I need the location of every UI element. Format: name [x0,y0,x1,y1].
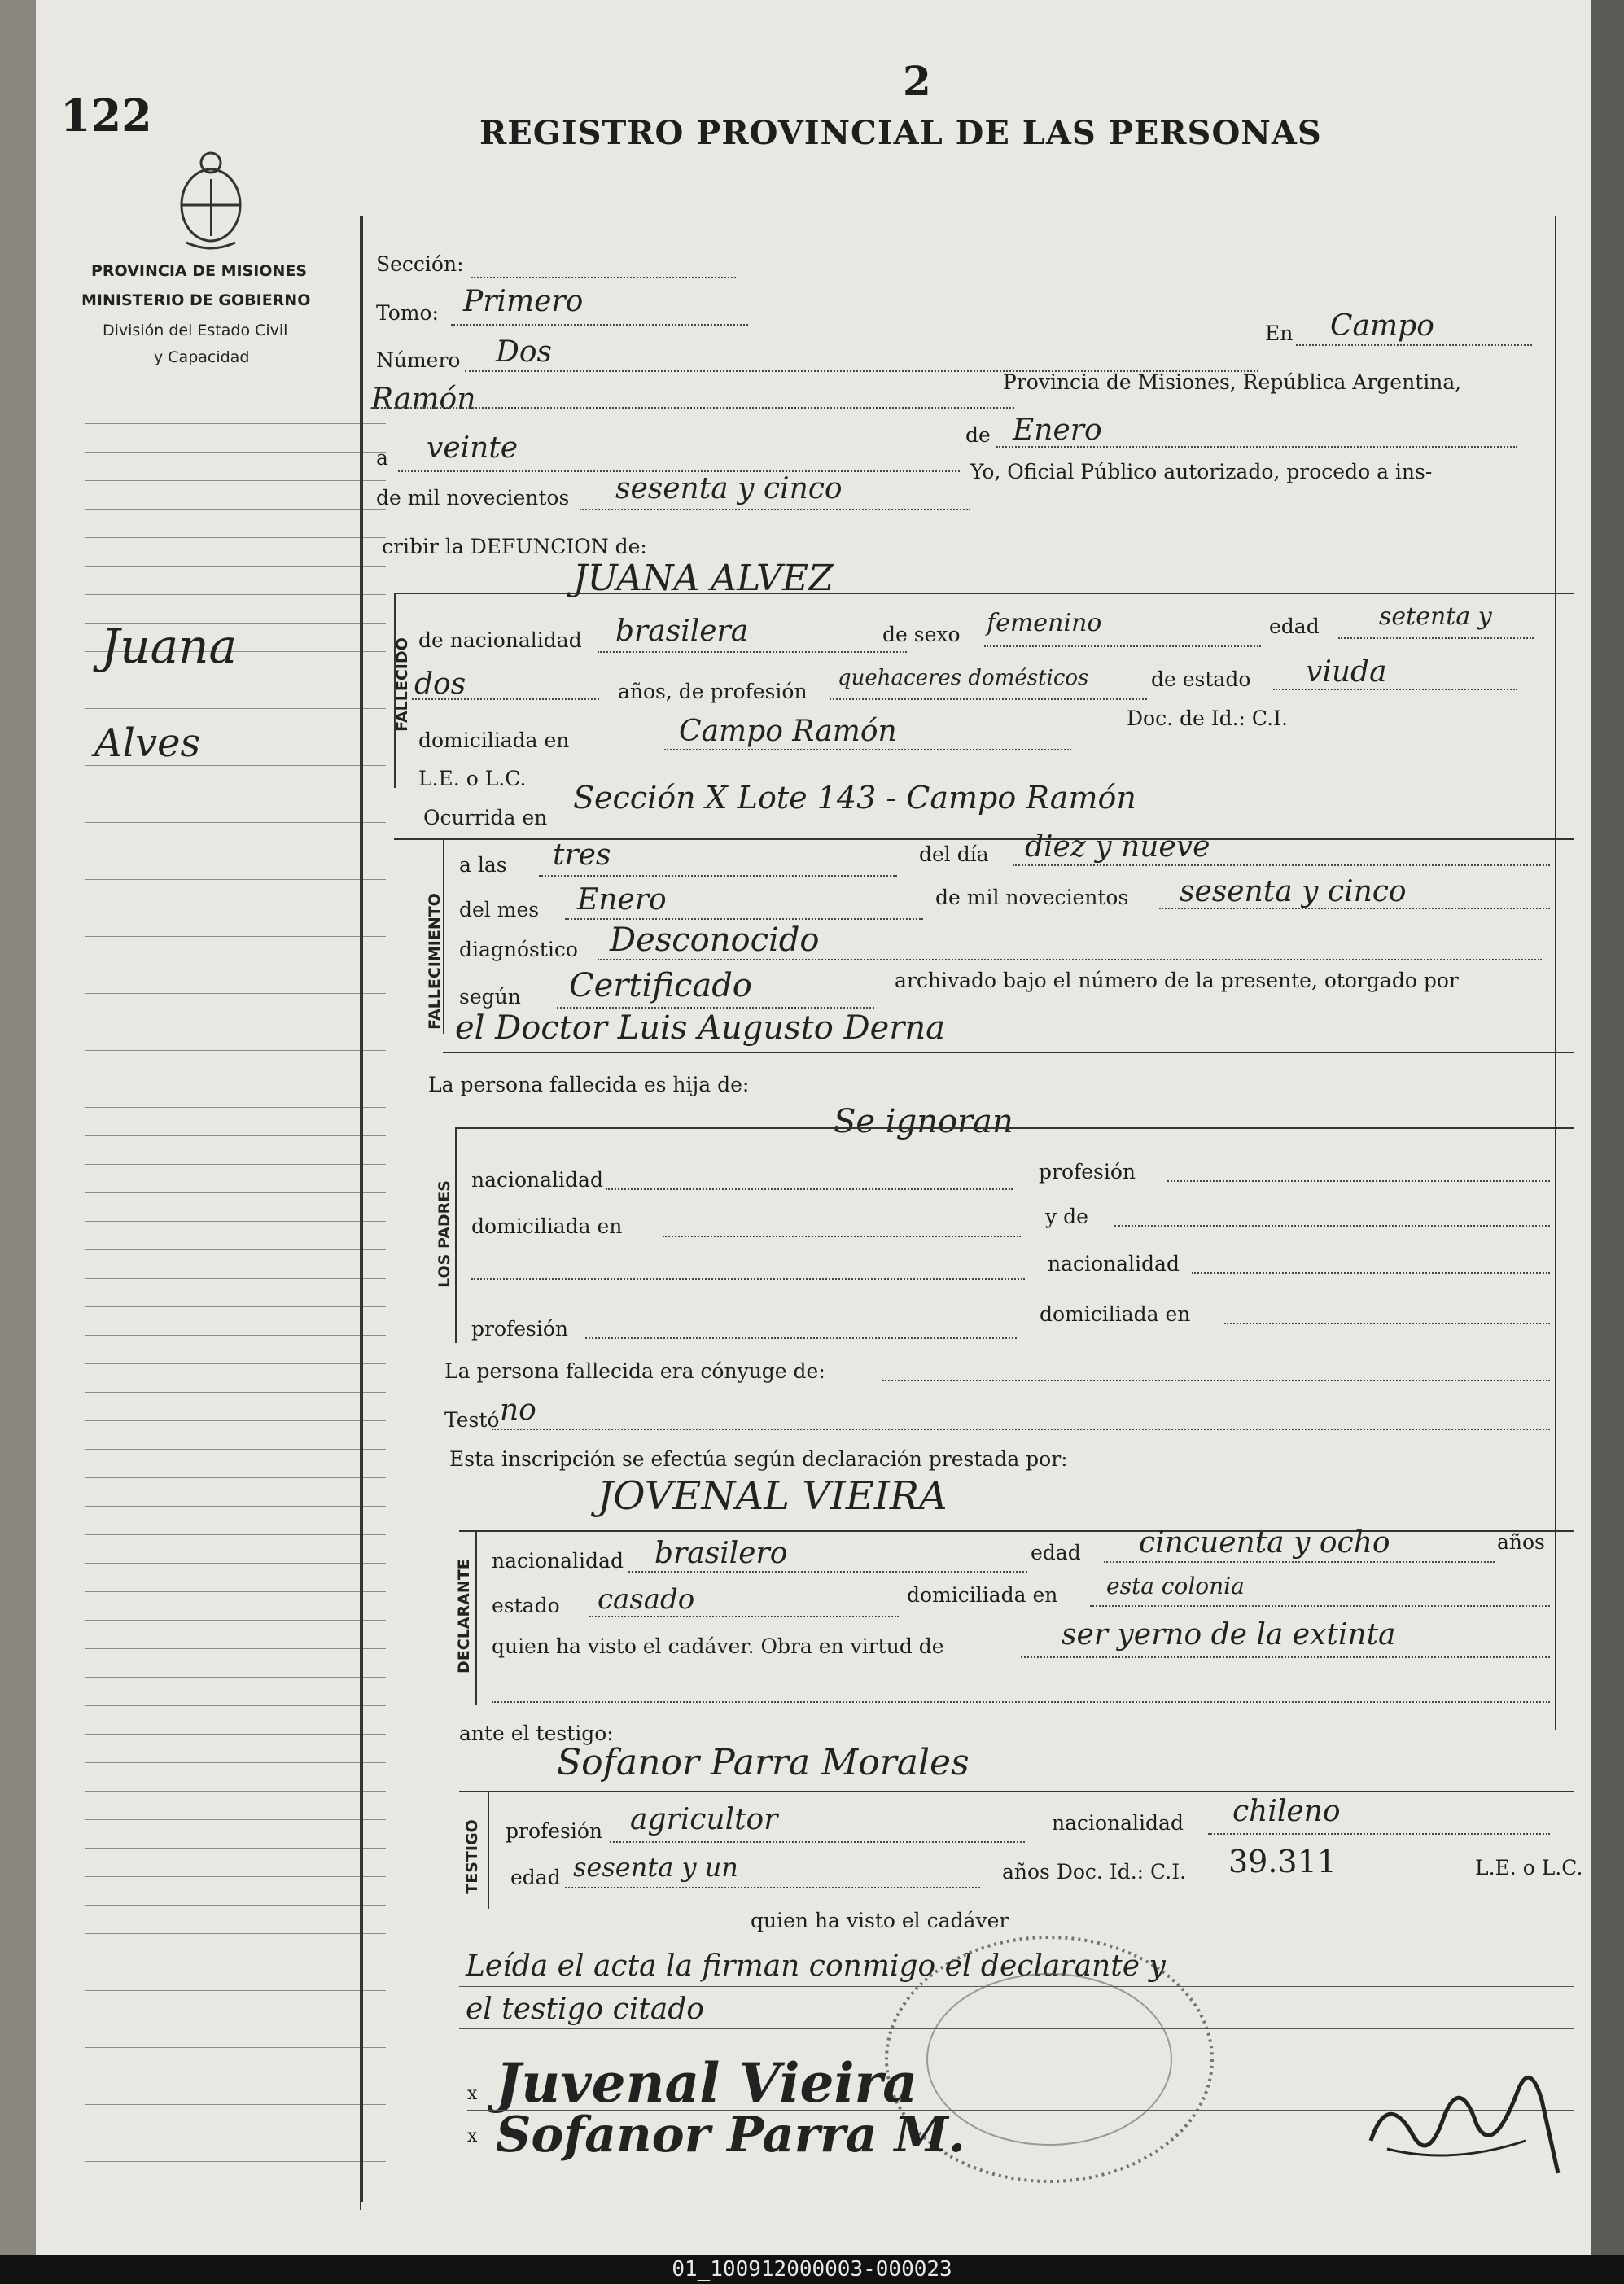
nacionalidad-value: brasilera [615,615,749,648]
declarante-section-label: DECLARANTE [455,1559,473,1674]
prof-madre-label: profesión [471,1317,569,1341]
le-lc-label: L.E. o L.C. [418,767,527,790]
coat-of-arms-icon [170,147,252,252]
nac-testigo-value: chileno [1232,1795,1341,1828]
archivado-label: archivado bajo el número de la presente, otorgado por [895,969,1459,992]
declarante-value: JOVENAL VIEIRA [598,1473,948,1519]
hora-value: tres [553,838,611,872]
a-label: a [376,446,388,470]
provincia-label: Provincia de Misiones, República Argentina, [1003,370,1462,394]
dom-declarante-label: domiciliada en [907,1583,1058,1607]
conyuge-label: La persona fallecida era cónyuge de: [444,1359,825,1383]
register-page [36,0,1591,2255]
org-province: PROVINCIA DE MISIONES [91,262,308,280]
tomo-value: Primero [463,285,584,318]
edad-declarante-label: edad [1031,1541,1081,1564]
testigo-value: Sofanor Parra Morales [557,1742,970,1783]
vinculo-value: ser yerno de la extinta [1062,1618,1396,1652]
segun-value: Certificado [569,967,752,1004]
domicilio-value: Campo Ramón [679,715,897,748]
doc-id-label: Doc. de Id.: C.I. [1127,707,1288,730]
edad-declarante-value: cincuenta y ocho [1139,1526,1390,1560]
officer-signature-icon [1355,2043,1582,2190]
quien-visto-testigo-label: quien ha visto el cadáver [751,1909,1009,1932]
diagnostico-label: diagnóstico [459,938,578,961]
tomo-label: Tomo: [376,301,439,325]
sexo-label: de sexo [882,623,961,646]
mes-fallec-value: Enero [577,883,667,917]
domiciliada-label: domiciliada en [418,729,570,752]
del-mes-label: del mes [459,898,540,921]
nac-padre-label: nacionalidad [471,1168,603,1192]
nac-declarante-label: nacionalidad [492,1549,624,1573]
signature-mark-2: x [467,2126,478,2146]
estado-value: viuda [1306,655,1387,689]
ocurrida-value: Sección X Lote 143 - Campo Ramón [573,780,1136,816]
dom-madre-label: domiciliada en [1040,1302,1191,1326]
lugar-value: Campo [1330,309,1434,343]
edad-testigo-value: sesenta y un [573,1852,738,1883]
scan-id: 01_100912000003-000023 [0,2255,1624,2284]
ante-testigo-label: ante el testigo: [459,1722,614,1745]
le-lc-testigo-label: L.E. o L.C. [1475,1856,1583,1879]
del-dia-label: del día [919,842,989,866]
sexo-value: femenino [987,609,1102,637]
y-de-label: y de [1045,1205,1088,1228]
hija-de-label: La persona fallecida es hija de: [428,1073,750,1096]
testigo-section-label: TESTIGO [463,1819,481,1894]
padres-section-label: LOS PADRES [436,1180,453,1288]
anio-value: sesenta y cinco [615,472,843,505]
profesion-value: quehaceres domésticos [838,666,1089,690]
dia-value: veinte [427,431,519,465]
signature-mark-1: x [467,2084,478,2104]
edad-cont-value: dos [414,667,466,701]
dia-fallec-value: diez y nueve [1025,830,1210,864]
edad-value: setenta y [1379,602,1492,631]
prof-padre-label: profesión [1039,1160,1136,1184]
dom-declarante-value: esta colonia [1106,1573,1245,1599]
inscripcion-label: Esta inscripción se efectúa según declaración prestada por: [449,1447,1068,1471]
padres-value: Se ignoran [834,1103,1013,1140]
signature-declarante: Juvenal Vieira [496,2051,918,2115]
profesion-label: años, de profesión [618,680,808,703]
nombre-value: JUANA ALVEZ [573,558,834,599]
cierre-line-2: el testigo citado [466,1993,704,2026]
mes-value: Enero [1013,413,1102,447]
quien-visto-label: quien ha visto el cadáver. Obra en virtud de [492,1634,944,1658]
dom-padre-label: domiciliada en [471,1214,623,1238]
margin-name-last: Alves [94,720,201,766]
page-edge [1591,0,1624,2255]
anos-declarante-label: años [1497,1530,1545,1554]
seccion-label: Sección: [376,252,464,276]
a-las-label: a las [459,853,507,877]
mil-novecientos-label: de mil novecientos [376,486,570,510]
testo-label: Testó [444,1408,500,1432]
en-label: En [1265,322,1294,345]
book-binding [0,0,36,2255]
numero-value: Dos [496,335,553,369]
page-number: 2 [903,57,931,105]
anio-fallec-value: sesenta y cinco [1180,875,1407,908]
doc-testigo-label: años Doc. Id.: C.I. [1002,1860,1187,1884]
nac-declarante-value: brasilero [654,1537,788,1570]
diagnostico-value: Desconocido [610,921,820,959]
edad-label: edad [1269,615,1320,638]
nacionalidad-label: de nacionalidad [418,628,582,652]
signature-testigo: Sofanor Parra M. [496,2107,965,2164]
testo-value: no [500,1394,536,1427]
de-mil-label: de mil novecientos [935,886,1129,909]
org-ministry: MINISTERIO DE GOBIERNO [81,291,311,309]
estado-declarante-label: estado [492,1594,560,1617]
page-title: REGISTRO PROVINCIAL DE LAS PERSONAS [479,114,1322,152]
prof-testigo-label: profesión [506,1819,603,1843]
cierre-line-1: Leída el acta la firman conmigo el declarante y [466,1949,1166,1983]
fallecido-label: FALLECIDO [393,637,411,732]
lugar-cont-value: Ramón [371,383,476,416]
fallecimiento-label: FALLECIMIENTO [426,893,444,1030]
folio-number: 122 [60,90,152,142]
segun-label: según [459,985,521,1009]
oficial-label: Yo, Oficial Público autorizado, procedo a ins- [970,460,1433,483]
numero-label: Número [376,348,461,372]
prof-testigo-value: agricultor [630,1803,778,1836]
ocurrida-label: Ocurrida en [423,806,548,829]
ci-testigo-value: 39.311 [1228,1844,1337,1879]
org-division: División del Estado Civil [103,322,288,339]
margin-name-first: Juana [101,619,238,674]
org-capacity: y Capacidad [154,348,250,366]
edad-testigo-label: edad [510,1866,561,1889]
estado-label: de estado [1151,667,1251,691]
defuncion-label: cribir la DEFUNCION de: [382,535,647,558]
medico-value: el Doctor Luis Augusto Derna [455,1009,945,1047]
nac-testigo-label: nacionalidad [1052,1811,1184,1835]
estado-declarante-value: casado [598,1583,695,1616]
de-label: de [965,423,991,447]
right-border [1555,216,1556,1730]
nac-madre-label: nacionalidad [1048,1252,1180,1275]
